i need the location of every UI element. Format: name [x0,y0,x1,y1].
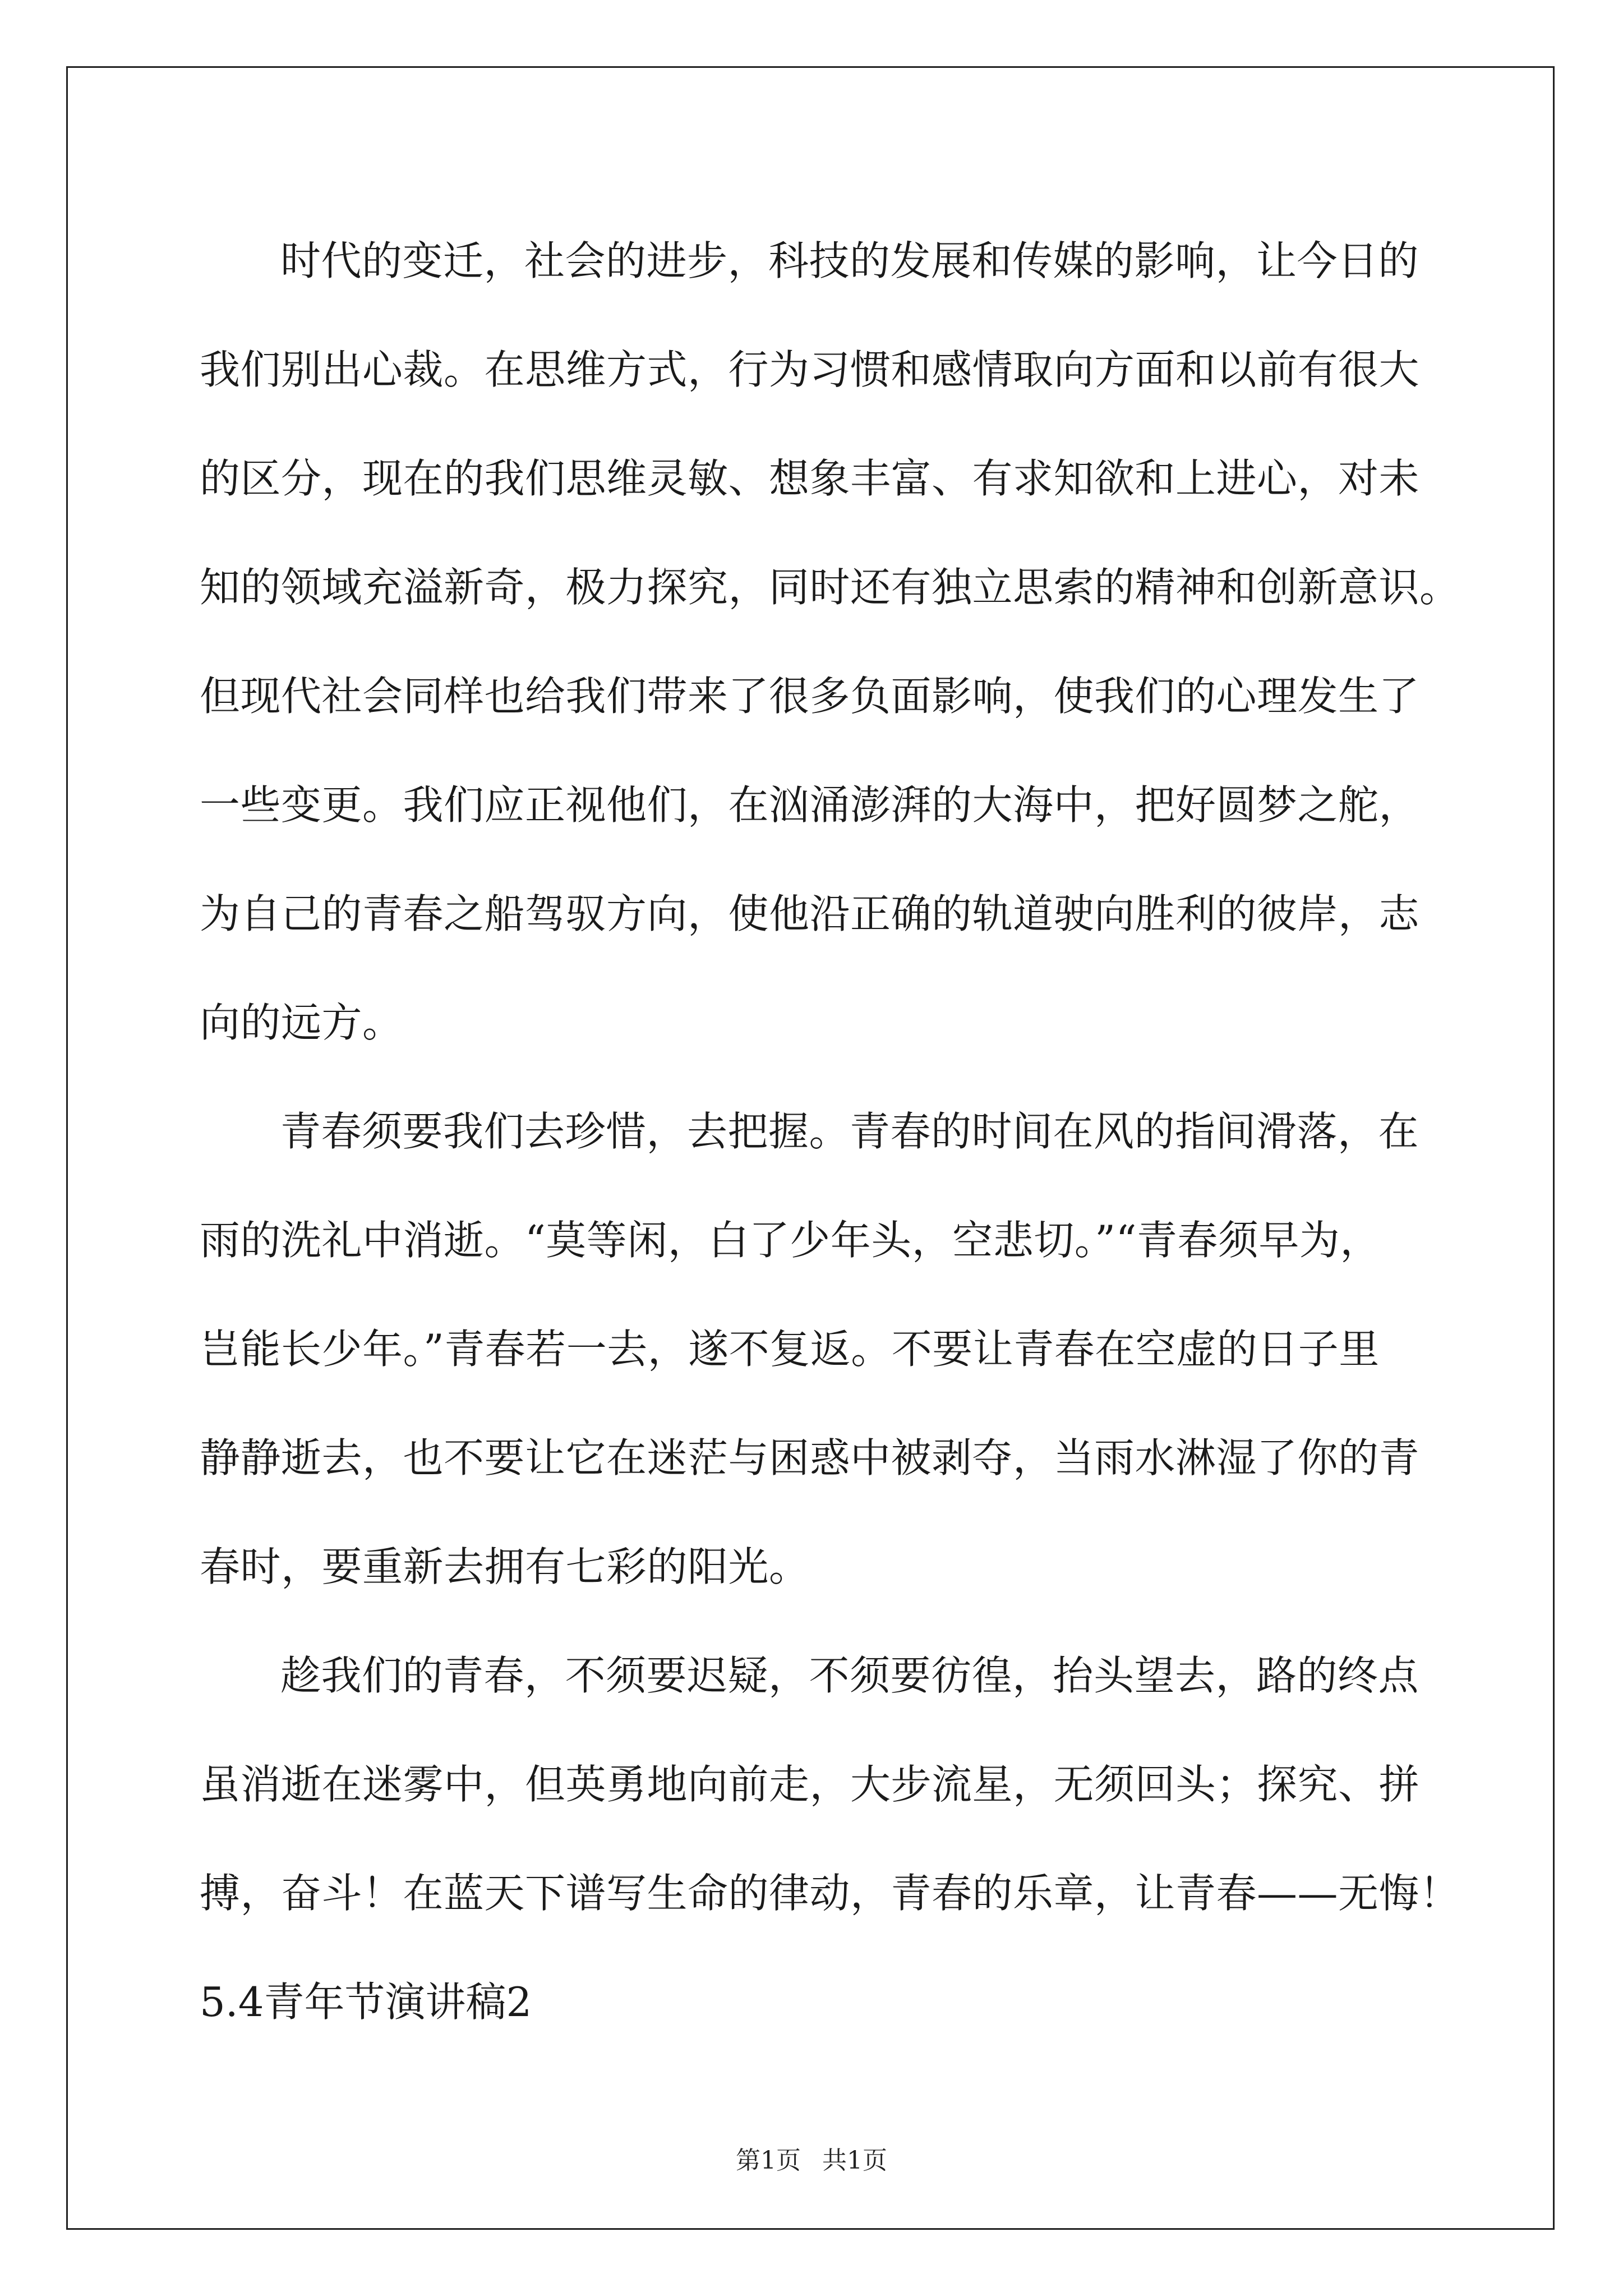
page-number-total: 共1页 [822,2146,887,2175]
page-footer [0,2140,1623,2176]
text-line: 静静逝去，也不要让它在迷茫与困惑中被剥夺，当雨水淋湿了你的青 [200,1434,1420,1481]
text-line: 但现代社会同样也给我们带来了很多负面影响，使我们的心理发生了 [200,673,1420,720]
text-line: 我们别出心裁。在思维方式，行为习惯和感情取向方面和以前有很大 [200,346,1420,393]
text-line: 时代的变迁，社会的进步，科技的发展和传媒的影响，让今日的 [280,237,1419,284]
text-line: 的区分，现在的我们思维灵敏、想象丰富、有求知欲和上进心，对未 [200,455,1420,502]
text-line: 雨的洗礼中消逝。“莫等闲，白了少年头，空悲切。”“青春须早为， [200,1217,1381,1264]
text-line: 知的领域充溢新奇，极力探究，同时还有独立思索的精神和创新意识。 [200,564,1460,611]
text-line: 青春须要我们去珍惜，去把握。青春的时间在风的指间滑落，在 [280,1108,1419,1155]
page-number-current: 第1页 [736,2146,801,2175]
paragraph-3 [200,1621,1460,1948]
text-line: 搏，奋斗！在蓝天下谱写生命的律动，青春的乐章，让青春——无悔！ [200,1870,1460,1917]
document-body [200,206,1460,2056]
section-heading: 5.4青年节演讲稿2 [200,1978,532,2026]
text-line: 趁我们的青春，不须要迟疑，不须要彷徨，抬头望去，路的终点 [280,1652,1419,1699]
text-line: 一些变更。我们应正视他们，在汹涌澎湃的大海中，把好圆梦之舵， [200,781,1420,829]
text-line: 向的远方。 [200,999,403,1046]
paragraph-2 [200,1077,1428,1621]
text-line: 虽消逝在迷雾中，但英勇地向前走，大步流星，无须回头；探究、拼 [200,1761,1420,1808]
text-line: 为自己的青春之船驾驭方向，使他沿正确的轨道驶向胜利的彼岸，志 [200,890,1420,937]
paragraph-1 [200,206,1460,1077]
text-line: 春时，要重新去拥有七彩的阳光。 [200,1543,810,1590]
text-line: 岂能长少年。”青春若一去，遂不复返。不要让青春在空虚的日子里 [200,1326,1380,1373]
